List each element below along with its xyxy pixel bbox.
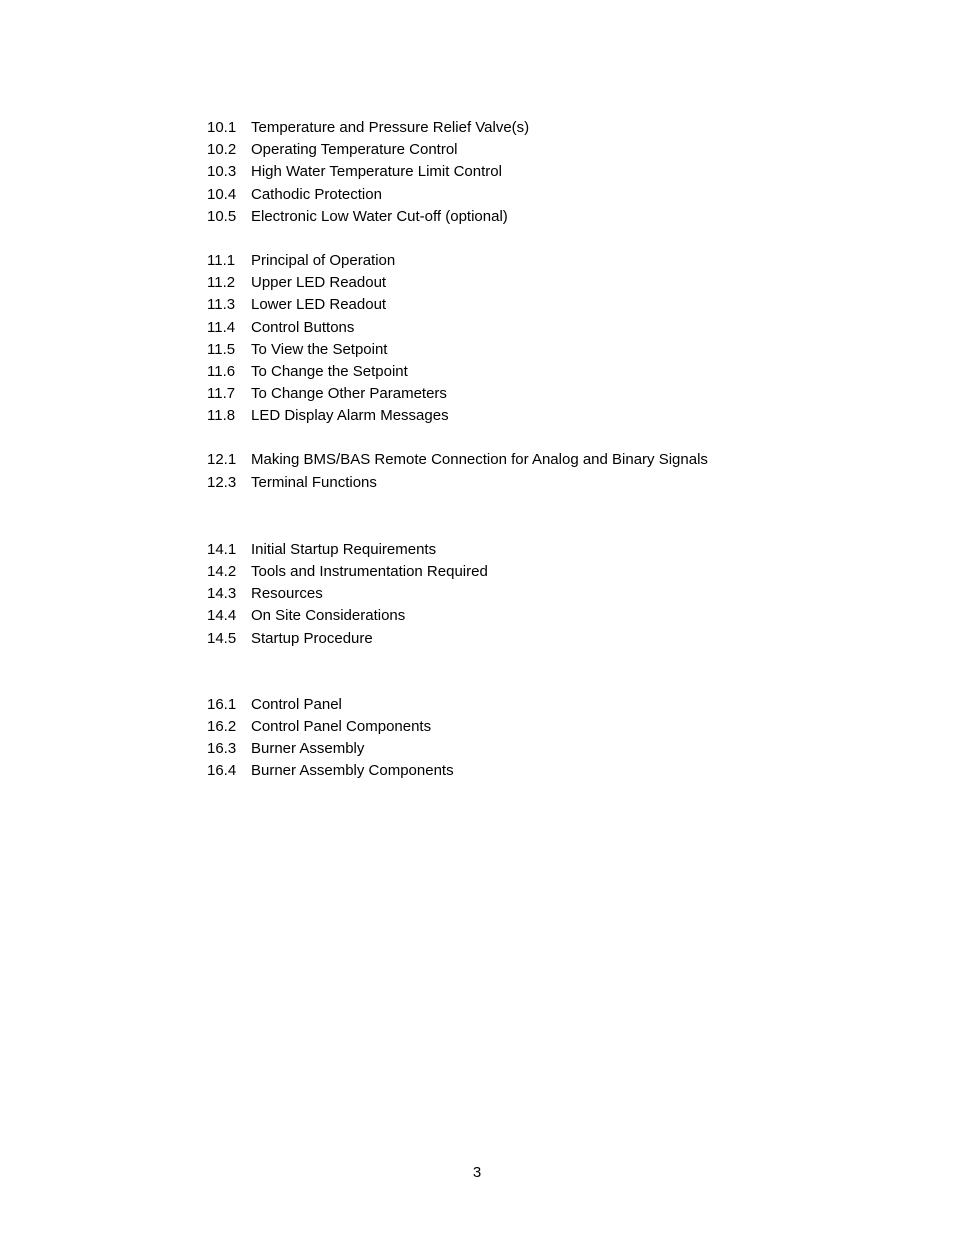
toc-entry-title: Upper LED Readout <box>251 274 387 292</box>
toc-entry-title: Burner Assembly Components <box>251 762 454 780</box>
toc-group-16 <box>207 694 907 783</box>
toc-entry-title: High Water Temperature Limit Control <box>251 163 502 181</box>
toc-entry-number: 11.2 <box>207 274 236 292</box>
toc-entry <box>207 272 907 294</box>
toc-entry <box>207 383 907 405</box>
toc-entry-title: LED Display Alarm Messages <box>251 407 449 425</box>
toc-entry-title: Lower LED Readout <box>251 296 387 314</box>
toc-entry-title: To Change the Setpoint <box>251 362 408 380</box>
toc-entry-number: 11.5 <box>207 340 236 358</box>
toc-entry-title: Startup Procedure <box>251 629 373 647</box>
toc-entry-number: 14.4 <box>207 607 237 625</box>
toc-entry <box>207 583 907 605</box>
toc-entry <box>207 472 907 494</box>
toc-entry <box>207 117 907 139</box>
toc-entry <box>207 361 907 383</box>
toc-entry-number: 10.1 <box>207 119 237 136</box>
toc-entry-number: 16.2 <box>207 717 237 735</box>
toc-entry <box>207 738 907 760</box>
toc-entry-title: On Site Considerations <box>251 607 406 625</box>
toc-entry <box>207 449 907 471</box>
toc-entry <box>207 605 907 627</box>
toc-entry <box>207 206 907 228</box>
toc-entry <box>207 139 907 161</box>
table-of-contents <box>207 117 907 783</box>
toc-entry-number: 16.3 <box>207 740 237 758</box>
toc-entry-number: 11.7 <box>207 385 236 403</box>
toc-entry <box>207 628 907 650</box>
toc-entry-title: Initial Startup Requirements <box>251 540 437 558</box>
toc-entry-number: 16.1 <box>207 695 237 713</box>
toc-entry-title: Control Panel Components <box>251 717 432 735</box>
toc-entry-number: 10.4 <box>207 185 237 203</box>
toc-entry-title: Principal of Operation <box>251 251 396 269</box>
toc-entry <box>207 317 907 339</box>
toc-entry-title: Electronic Low Water Cut-off (optional) <box>251 207 508 225</box>
toc-entry <box>207 760 907 782</box>
toc-entry-number: 11.4 <box>207 318 236 336</box>
toc-entry-number: 12.3 <box>207 473 237 491</box>
toc-entry-number: 10.2 <box>207 141 237 159</box>
toc-entry <box>207 405 907 427</box>
toc-entry-title: Making BMS/BAS Remote Connection for Analog and Binary Signals <box>251 451 708 469</box>
toc-group-12 <box>207 449 907 493</box>
toc-entry-title: Operating Temperature Control <box>251 141 458 159</box>
toc-entry-number: 11.1 <box>207 251 236 269</box>
toc-entry-number: 10.5 <box>207 207 237 225</box>
toc-entry <box>207 539 907 561</box>
toc-entry-number: 10.3 <box>207 163 237 181</box>
toc-entry <box>207 716 907 738</box>
toc-entry <box>207 294 907 316</box>
toc-entry <box>207 250 907 272</box>
toc-group-10 <box>207 117 907 228</box>
toc-group-11 <box>207 250 907 428</box>
toc-entry-number: 11.6 <box>207 362 236 380</box>
toc-entry-title: Resources <box>251 585 323 603</box>
toc-entry-title: To Change Other Parameters <box>251 385 447 403</box>
toc-entry <box>207 161 907 183</box>
toc-entry-number: 12.1 <box>207 451 237 469</box>
toc-entry-number: 14.5 <box>207 629 237 647</box>
toc-entry-title: Cathodic Protection <box>251 185 382 203</box>
page-number: 3 <box>472 1164 482 1181</box>
toc-entry <box>207 561 907 583</box>
toc-entry-title: Temperature and Pressure Relief Valve(s) <box>251 119 530 136</box>
toc-entry-number: 14.2 <box>207 563 237 580</box>
toc-entry-number: 11.8 <box>207 407 236 425</box>
toc-entry-number: 14.3 <box>207 585 237 603</box>
toc-group-14 <box>207 539 907 650</box>
toc-entry <box>207 184 907 206</box>
toc-entry-number: 16.4 <box>207 762 237 780</box>
toc-entry-title: To View the Setpoint <box>251 340 388 358</box>
toc-entry-title: Terminal Functions <box>251 473 377 491</box>
toc-entry-number: 14.1 <box>207 540 237 558</box>
toc-entry <box>207 339 907 361</box>
toc-entry-title: Control Buttons <box>251 318 355 336</box>
toc-entry-title: Tools and Instrumentation Required <box>251 563 488 580</box>
toc-entry-title: Control Panel <box>251 695 342 713</box>
toc-entry-title: Burner Assembly <box>251 740 365 758</box>
toc-entry <box>207 694 907 716</box>
toc-entry-number: 11.3 <box>207 296 236 314</box>
